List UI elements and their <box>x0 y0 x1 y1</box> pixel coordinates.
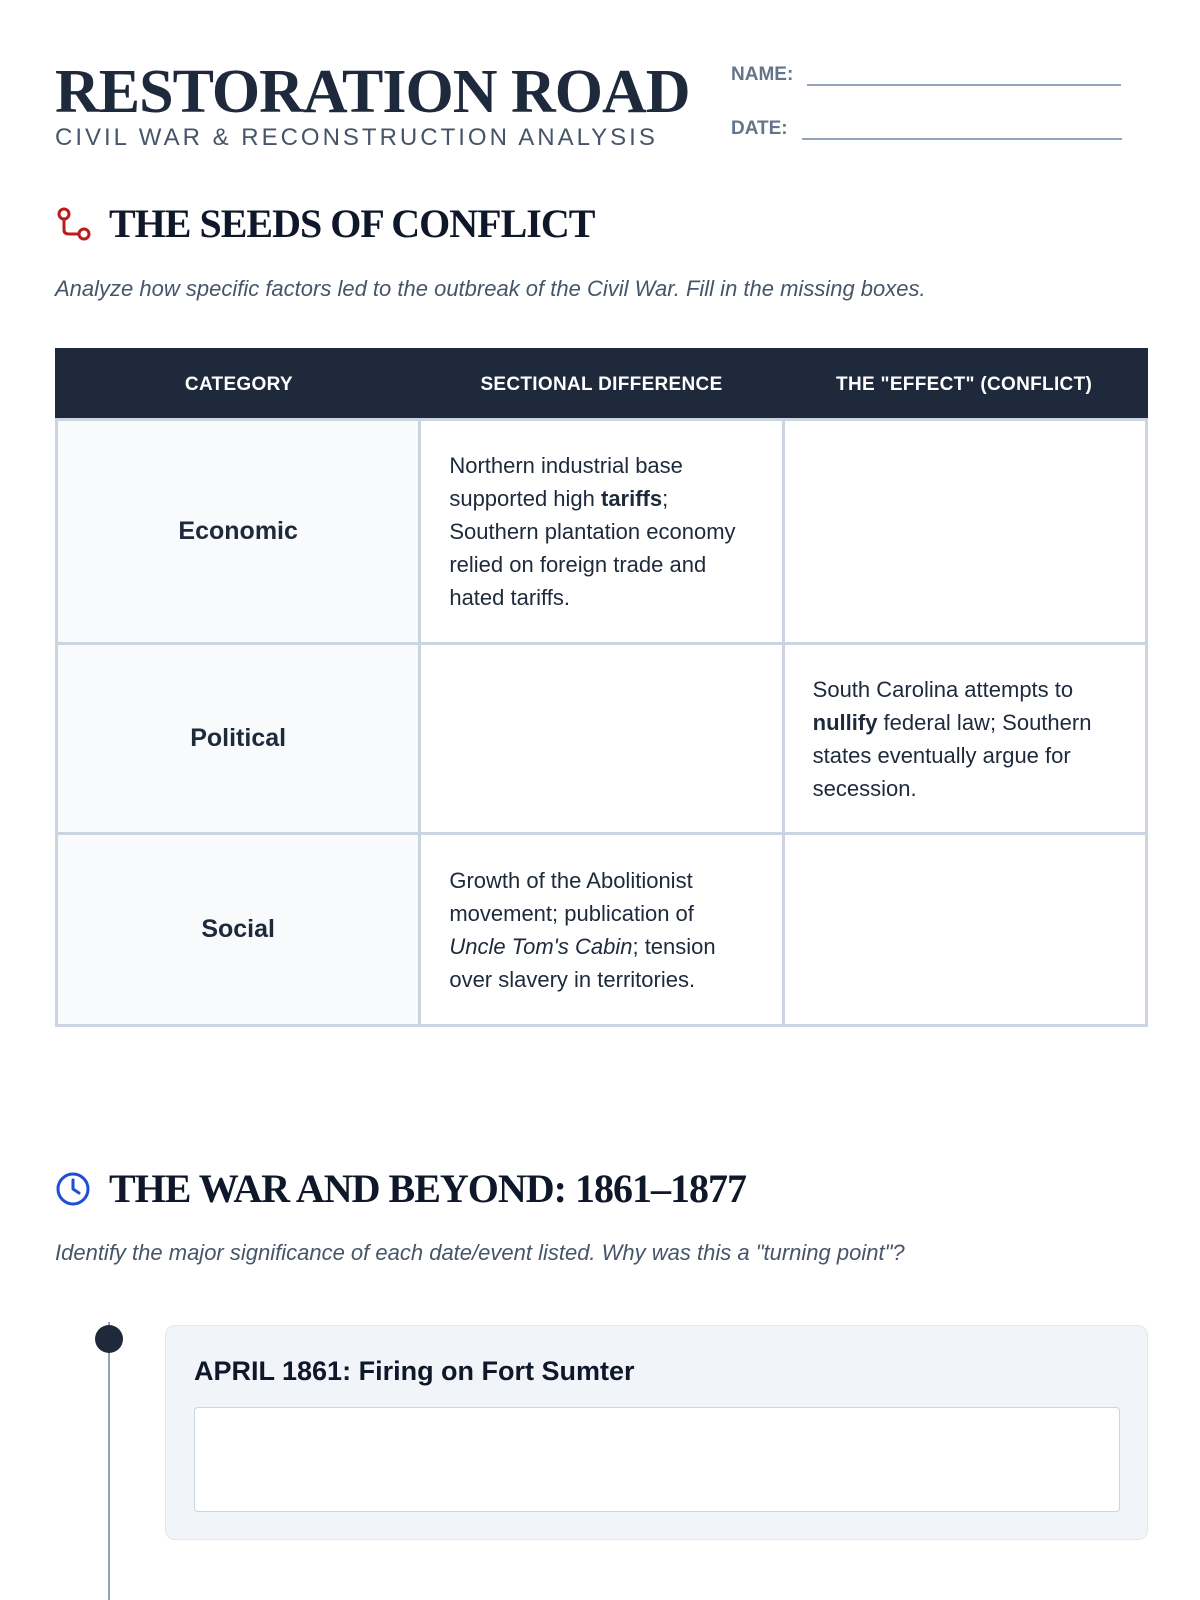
date-label: DATE: <box>731 118 788 139</box>
effect-answer-cell[interactable] <box>783 834 1146 1026</box>
table-row <box>57 834 1147 1026</box>
cell-text: Growth of the Abolitionist movement; publication of <box>449 867 694 926</box>
cell-text: ; Southern plantation economy relied on foreign trade and hated tariffs. <box>449 486 736 610</box>
table-row <box>57 420 1147 644</box>
section-instruction: Identify the major significance of each date/event listed. Why was this a "turning point"? <box>55 1240 905 1265</box>
column-header-difference: SECTIONAL DIFFERENCE <box>420 350 783 420</box>
date-input-line[interactable] <box>802 114 1122 140</box>
cell-bold-text: nullify <box>812 709 878 735</box>
difference-answer-cell[interactable] <box>420 644 783 834</box>
document-subtitle: CIVIL WAR & RECONSTRUCTION ANALYSIS <box>55 124 658 151</box>
section-seeds-heading <box>55 200 594 247</box>
date-field <box>731 114 1122 140</box>
timeline-line <box>108 1322 110 1600</box>
event-title: APRIL 1861: Firing on Fort Sumter <box>194 1356 635 1386</box>
table-header-row <box>57 350 1147 420</box>
route-icon <box>55 206 91 242</box>
section-war-heading <box>55 1165 746 1212</box>
cell-text: South Carolina attempts to <box>812 676 1074 702</box>
cell-text: ; tension over slavery in territories. <box>449 933 716 992</box>
page-header <box>55 56 1145 156</box>
name-label: NAME: <box>731 64 794 85</box>
section-title: THE WAR AND BEYOND: 1861–1877 <box>109 1166 746 1211</box>
difference-cell <box>420 420 783 644</box>
effect-cell <box>783 644 1146 834</box>
clock-icon <box>55 1171 91 1207</box>
difference-cell <box>420 834 783 1026</box>
document-title: RESTORATION ROAD <box>55 58 690 126</box>
category-cell: Economic <box>57 420 420 644</box>
effect-answer-cell[interactable] <box>783 420 1146 644</box>
name-input-line[interactable] <box>807 60 1121 86</box>
column-header-category: CATEGORY <box>57 350 420 420</box>
table-row <box>57 644 1147 834</box>
cell-italic-text: Uncle Tom's Cabin <box>449 933 633 959</box>
cell-text: federal law; Southern states eventually argue for secession. <box>812 709 1092 801</box>
name-field <box>731 60 1121 86</box>
column-header-effect: THE "EFFECT" (CONFLICT) <box>783 350 1146 420</box>
section-title: THE SEEDS OF CONFLICT <box>109 201 595 246</box>
timeline-event-card <box>165 1325 1148 1540</box>
category-cell: Social <box>57 834 420 1026</box>
cell-bold-text: tariffs <box>601 486 663 511</box>
analysis-table <box>55 348 1148 1027</box>
category-cell: Political <box>57 644 420 834</box>
timeline-dot <box>95 1325 123 1353</box>
cell-text: Northern industrial base supported high <box>449 453 683 511</box>
event-answer-box[interactable] <box>194 1407 1120 1512</box>
section-instruction: Analyze how specific factors led to the outbreak of the Civil War. Fill in the missing boxes. <box>55 276 926 301</box>
